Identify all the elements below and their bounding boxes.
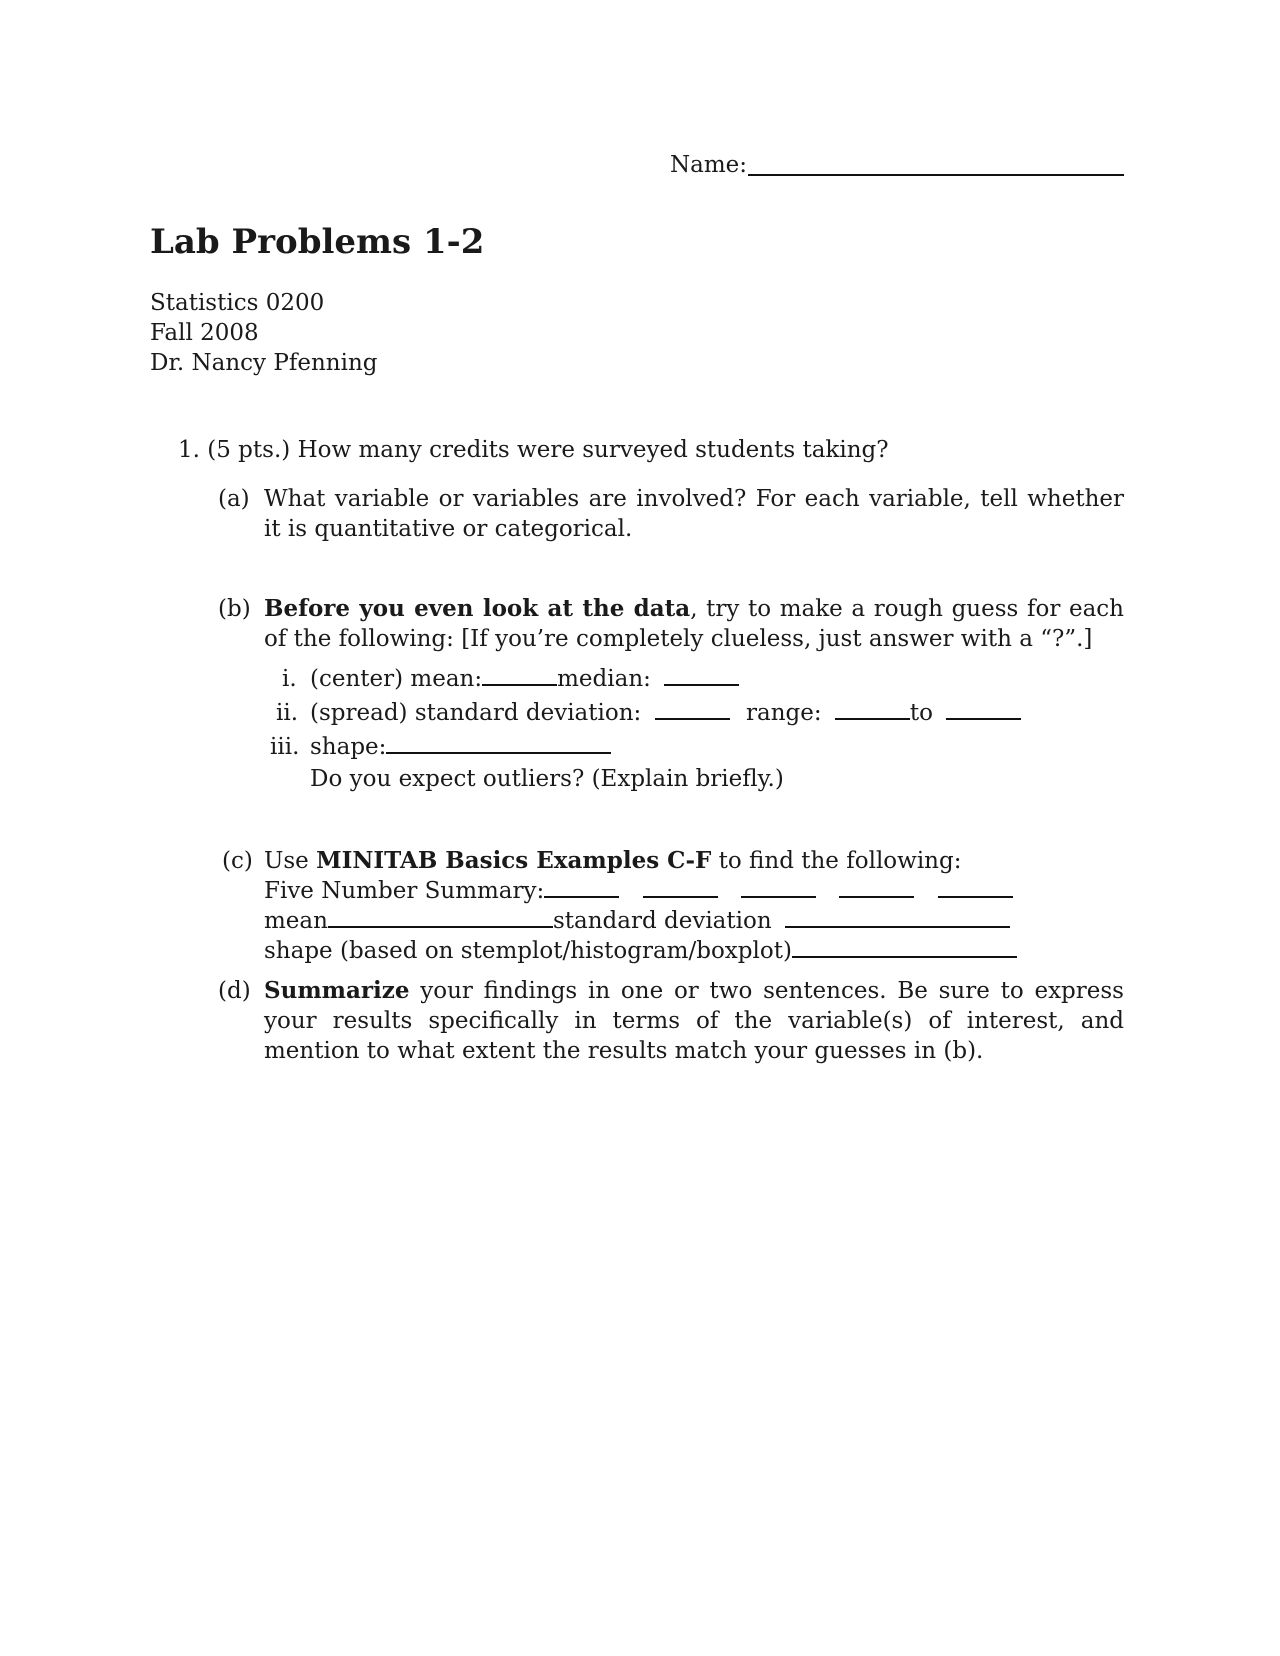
part-a-label: (a) [218, 486, 250, 512]
item-i-line: (center) mean: median: [310, 664, 739, 694]
five-number-blank-1[interactable] [544, 876, 619, 898]
name-label: Name: [670, 152, 748, 178]
part-d-label: (d) [218, 978, 251, 1004]
page-title: Lab Problems 1-2 [150, 222, 485, 262]
shape-line: shape (based on stemplot/histogram/boxplot) [264, 936, 1017, 966]
part-b-label: (b) [218, 596, 251, 622]
course-name: Statistics 0200 [150, 290, 325, 316]
course-instructor: Dr. Nancy Pfenning [150, 350, 378, 376]
part-d-text: Summarize your findings in one or two sentences. Be sure to express your results specifically in terms of the variable(s) of interest, and mention to what extent the results match your guesses in (b). [264, 977, 1124, 1064]
outliers-question: Do you expect outliers? (Explain briefly.) [310, 766, 784, 792]
part-c-label: (c) [222, 848, 253, 874]
five-number-blank-2[interactable] [643, 876, 718, 898]
mean-blank[interactable] [328, 906, 553, 928]
five-number-blank-5[interactable] [938, 876, 1013, 898]
course-term: Fall 2008 [150, 320, 259, 346]
name-field[interactable] [748, 174, 1124, 176]
part-c-intro: Use MINITAB Basics Examples C-F to find the following: [264, 847, 962, 874]
item-i-label: i. [282, 666, 297, 692]
item-iii-label: iii. [270, 734, 300, 760]
range-low-blank[interactable] [835, 698, 910, 720]
range-high-blank[interactable] [946, 698, 1021, 720]
range-line: range: to [746, 698, 1021, 728]
mean-guess-blank[interactable] [482, 664, 557, 686]
part-b-text: Before you even look at the data, try to make a rough guess for each of the following: [If you’re completely clueless, just answer with a “?”.] [264, 595, 1124, 652]
part-a-text: What variable or variables are involved? For each variable, tell whether it is quantitative or categorical. [264, 486, 1124, 542]
std-blank[interactable] [785, 906, 1010, 928]
five-number-blank-3[interactable] [741, 876, 816, 898]
five-number-line: Five Number Summary: [264, 876, 1013, 906]
shape-guess-blank[interactable] [386, 732, 611, 754]
item-iii-line: shape: [310, 732, 611, 762]
shape-blank[interactable] [792, 936, 1017, 958]
five-number-blank-4[interactable] [839, 876, 914, 898]
median-guess-blank[interactable] [664, 664, 739, 686]
std-guess-blank[interactable] [655, 698, 730, 720]
item-ii-label: ii. [276, 700, 299, 726]
item-ii-line: (spread) standard deviation: [310, 698, 730, 728]
mean-std-line: mean standard deviation [264, 906, 1010, 936]
problem-1-header: 1. (5 pts.) How many credits were surveyed students taking? [178, 437, 889, 463]
